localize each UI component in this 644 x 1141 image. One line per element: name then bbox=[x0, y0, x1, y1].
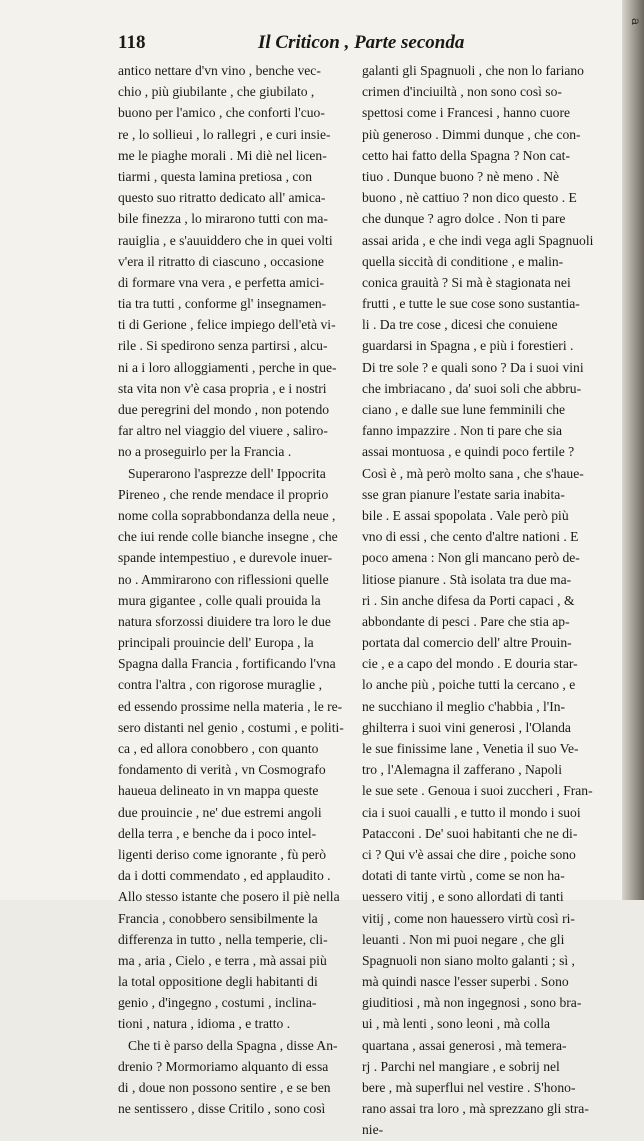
text-line: Così è , mà però molto sana , che s'haue- bbox=[362, 465, 584, 481]
text-line: litiose pianure . Stà isolata tra due ma- bbox=[362, 571, 572, 587]
text-line: tioni , natura , idioma , e tratto . bbox=[118, 1016, 291, 1032]
text-line: Allo stesso istante che posero il piè nella bbox=[118, 889, 340, 905]
text-line: spettosi come i Francesi , hanno cuore bbox=[362, 105, 571, 121]
text-line: bere , mà superflui nel vestire . S'hono- bbox=[362, 1080, 576, 1095]
text-line: mura gigantee , colle quali prouida la bbox=[118, 592, 321, 608]
text-line: Superarono l'asprezze dell' Ippocrita bbox=[128, 465, 326, 481]
spine-text: a bbox=[629, 18, 643, 27]
text-line: tia tra tutti , conforme gl' insegnamen- bbox=[118, 296, 327, 312]
text-line: più generoso . Dimmi dunque , che con- bbox=[362, 126, 581, 142]
text-line: Francia , conobbero sensibilmente la bbox=[118, 910, 318, 926]
text-line: ma , aria , Cielo , e terra , mà assai più bbox=[118, 952, 327, 968]
text-line: sero distanti nel genio , costumi , e politi- bbox=[118, 719, 344, 735]
text-line: nie- bbox=[362, 1122, 384, 1138]
text-line: la total oppositione degli habitanti di bbox=[118, 974, 318, 990]
text-line: ti di Gerione , felice impiego dell'età vi- bbox=[118, 317, 336, 333]
text-line: dotati di tante virtù , come se non ha- bbox=[362, 868, 565, 884]
text-line: principali prouincie dell' Europa , la bbox=[118, 635, 314, 651]
text-line: cie , e a capo del mondo . E douria star- bbox=[362, 656, 578, 672]
text-line: ui , mà lenti , sono leoni , mà colla bbox=[362, 1016, 551, 1032]
running-title: Il Criticon , Parte seconda bbox=[258, 32, 465, 53]
text-line: differenza in tutto , nella temperie, cli- bbox=[118, 931, 328, 947]
text-line: antico nettare d'vn vino , benche vec- bbox=[118, 63, 321, 78]
text-line: Che ti è parso della Spagna , disse An- bbox=[128, 1037, 338, 1053]
text-line: quella siccità di conditione , e malin- bbox=[362, 253, 564, 269]
text-line: bile . E assai spopolata . Vale però più bbox=[362, 507, 569, 523]
text-line: ciano , e dalle sue lune femminili che bbox=[362, 402, 566, 417]
text-line: guardarsi in Spagna , e più i forestieri . bbox=[362, 338, 574, 354]
text-line: v'era il ritratto di ciascuno , occasione bbox=[118, 253, 324, 269]
text-line: chio , più giubilante , che giubilato , bbox=[118, 84, 315, 100]
text-line: crimen d'inciuiltà , non sono così so- bbox=[362, 84, 562, 100]
text-line: che imbriacano , da' suoi soli che abbru- bbox=[362, 380, 582, 396]
text-line: abbondante di pesci . Pare che stia ap- bbox=[362, 613, 570, 629]
text-line: ed essendo prossime nella materia , le re- bbox=[118, 698, 343, 714]
text-line: vitij , come non hauessero virtù così ri- bbox=[362, 910, 575, 926]
right-text-column bbox=[362, 60, 600, 1138]
text-line: buono per l'amico , che conforti l'cuo- bbox=[118, 105, 325, 121]
text-line: sta vita non v'è casa propria , e i nostri bbox=[118, 380, 327, 396]
text-line: far altro nel viaggio del viuere , saliro- bbox=[118, 423, 328, 439]
text-line: di , doue non possono sentire , e se ben bbox=[118, 1080, 331, 1095]
text-line: Patacconi . De' suoi habitanti che ne di- bbox=[362, 825, 578, 841]
text-line: che iui rende colle bianche insegne , che bbox=[118, 529, 338, 545]
text-line: galanti gli Spagnuoli , che non lo fariano bbox=[362, 63, 584, 78]
text-line: ghilterra i suoi vini generosi , l'Olanda bbox=[362, 719, 571, 735]
text-line: cetto hai fatto della Spagna ? Non cat- bbox=[362, 147, 570, 163]
text-line: giuditiosi , mà non ingegnosi , sono bra- bbox=[362, 995, 582, 1011]
text-line: due peregrini del mondo , non potendo bbox=[118, 402, 330, 417]
text-line: rauiglia , e s'auuiddero che in quei volti bbox=[118, 232, 333, 248]
text-line: natura sforzossi diuidere tra loro le due bbox=[118, 613, 331, 629]
text-line: vno di essi , che cento d'altre nationi . E bbox=[362, 529, 579, 545]
text-line: li . Da tre cose , dicesi che conuiene bbox=[362, 317, 558, 333]
text-line: le sue sete . Genoua i suoi zuccheri , Fran- bbox=[362, 783, 593, 799]
text-line: tiuo . Dunque buono ? nè meno . Nè bbox=[362, 168, 560, 184]
text-line: leuanti . Non mi puoi negare , che gli bbox=[362, 931, 565, 947]
text-line: no . Ammirarono con riflessioni quelle bbox=[118, 571, 329, 587]
text-line: ne succhiano il meglio c'habbia , l'In- bbox=[362, 698, 566, 714]
text-line: haueua delineato in vn mappa queste bbox=[118, 783, 319, 799]
text-line: bile finezza , lo mirarono tutti con ma- bbox=[118, 211, 328, 227]
text-line: Spagna dalla Francia , fortificando l'vna bbox=[118, 656, 336, 672]
text-line: rj . Parchi nel mangiare , e sobrij nel bbox=[362, 1058, 560, 1074]
text-line: assai arida , e che indi vega agli Spagnuoli bbox=[362, 232, 594, 248]
text-line: tro , l'Alemagna il zafferano , Napoli bbox=[362, 762, 562, 778]
text-line: spande intempestiuo , e durevole inuer- bbox=[118, 550, 333, 566]
text-line: buono , nè cattiuo ? non dico questo . E bbox=[362, 190, 577, 206]
text-line: portata dal comercio dell' altre Prouin- bbox=[362, 635, 572, 651]
text-line: conica grauità ? Si mà è stagionata nei bbox=[362, 274, 571, 290]
text-line: nome colla soprabbondanza della neue , bbox=[118, 507, 336, 523]
left-text-column bbox=[118, 60, 350, 1117]
text-line: cia i suoi caualli , e tutto il mondo i suoi bbox=[362, 804, 581, 820]
text-line: fondamento di verità , vn Cosmografo bbox=[118, 762, 326, 778]
text-line: di formare vna vera , e perfetta amici- bbox=[118, 274, 325, 290]
text-line: ca , ed allora conobbero , con quanto bbox=[118, 741, 319, 756]
text-line: le sue finissime lane , Venetia il suo Ve- bbox=[362, 741, 579, 756]
text-line: che dunque ? agro dolce . Non ti pare bbox=[362, 211, 566, 227]
text-line: poco amena : Non gli mancano però de- bbox=[362, 550, 580, 566]
text-line: mà quindi nasce l'esser superbi . Sono bbox=[362, 974, 569, 990]
text-line: Di tre sole ? e quali sono ? Da i suoi vini bbox=[362, 359, 584, 375]
text-line: questo suo ritratto dedicato all' amica- bbox=[118, 190, 326, 206]
text-line: re , lo sollieui , lo rallegri , e curi insie- bbox=[118, 126, 331, 142]
book-spine-edge bbox=[622, 0, 644, 900]
text-line: no a proseguirlo per la Francia . bbox=[118, 444, 292, 460]
text-line: ne sentissero , disse Critilo , sono così bbox=[118, 1101, 326, 1117]
text-line: rile . Si spedirono senza partirsi , alcu- bbox=[118, 338, 328, 354]
text-line: fanno impazzire . Non ti pare che sia bbox=[362, 423, 563, 439]
text-line: della terra , e benche da i poco intel- bbox=[118, 825, 317, 841]
text-line: assai montuosa , e quindi poco fertile ? bbox=[362, 444, 575, 460]
text-line: due prouincie , ne' due estremi angoli bbox=[118, 804, 322, 820]
page-header bbox=[118, 30, 608, 56]
text-line: uessero vitij , e sono allordati di tanti bbox=[362, 889, 564, 905]
text-line: ri . Sin anche difesa da Porti capaci , & bbox=[362, 592, 575, 608]
text-line: tiarmi , questa lamina pretiosa , con bbox=[118, 168, 313, 184]
text-line: contra l'altra , con rigorose muraglie , bbox=[118, 677, 323, 693]
text-line: quartana , assai generosi , mà temera- bbox=[362, 1037, 567, 1053]
text-line: da i dotti commendato , ed applaudito . bbox=[118, 868, 331, 884]
text-line: me le piaghe morali . Mi diè nel licen- bbox=[118, 147, 327, 163]
text-line: genio , d'ingegno , costumi , inclina- bbox=[118, 995, 317, 1011]
text-line: drenio ? Mormoriamo alquanto di essa bbox=[118, 1058, 329, 1074]
text-line: lo anche più , poiche tutti la cercano , e bbox=[362, 677, 576, 693]
text-line: ci ? Qui v'è assai che dire , poiche sono bbox=[362, 846, 576, 862]
text-line: Spagnuoli non siano molto galanti ; sì , bbox=[362, 952, 575, 968]
text-line: sse gran pianure l'estate saria inabita- bbox=[362, 486, 565, 502]
text-line: frutti , e tutte le sue cose sono sustantia- bbox=[362, 296, 580, 312]
text-line: ligenti deriso come ignorante , fù però bbox=[118, 846, 326, 862]
text-line: ni a i loro alloggiamenti , perche in que- bbox=[118, 359, 337, 375]
text-line: rano assai tra loro , mà sprezzano gli stra- bbox=[362, 1101, 589, 1117]
text-line: Pireneo , che rende mendace il proprio bbox=[118, 486, 329, 502]
page-number: 118 bbox=[118, 32, 146, 53]
